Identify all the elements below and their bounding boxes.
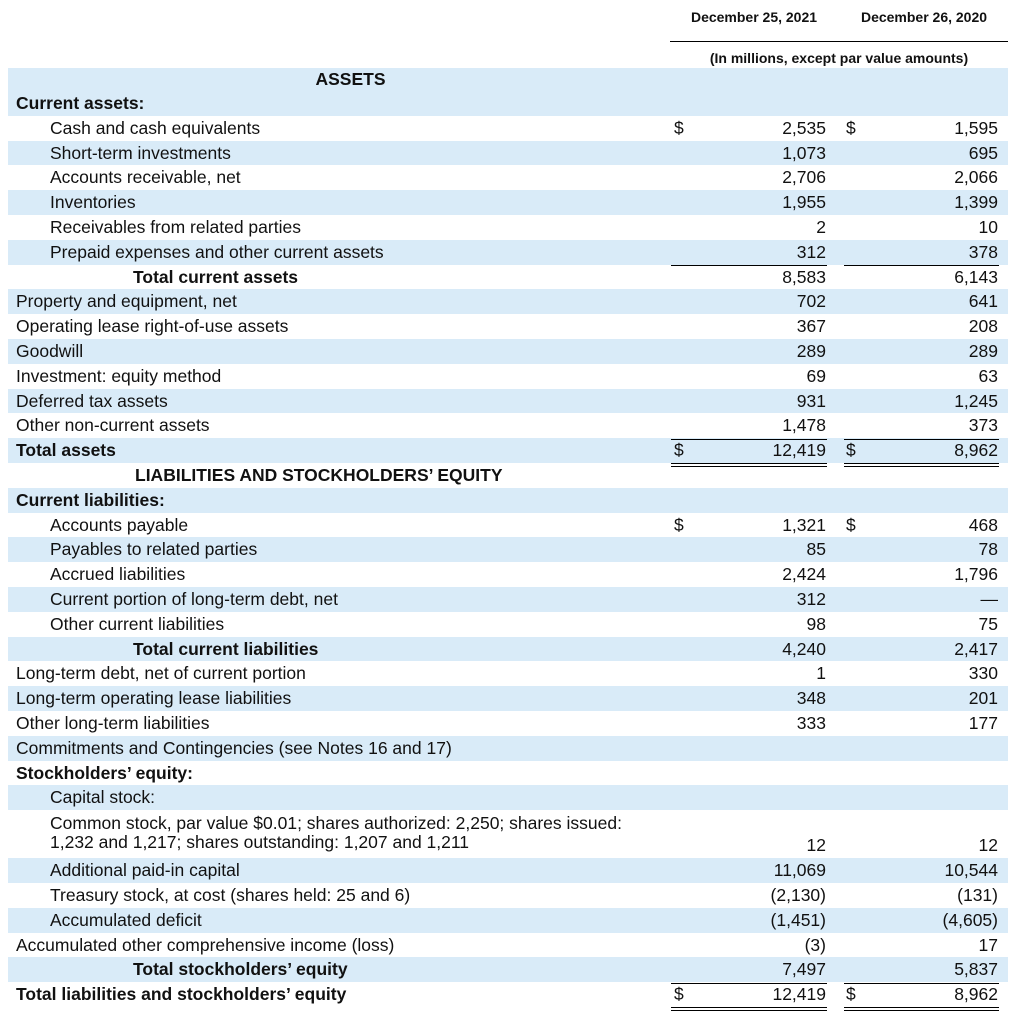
row-label: Receivables from related parties <box>50 216 301 237</box>
value-2021: (3) <box>804 934 826 955</box>
value-2021: 7,497 <box>782 959 826 980</box>
row-label: Accounts payable <box>50 514 189 535</box>
value-2021: 312 <box>796 241 826 262</box>
value-2021: (2,130) <box>770 884 826 905</box>
value-2020: 289 <box>968 340 998 361</box>
value-2021: 1 <box>816 663 826 684</box>
row-label: Total stockholders’ equity <box>133 959 348 980</box>
value-2021: 98 <box>806 613 826 634</box>
assets-heading: ASSETS <box>315 69 386 89</box>
row-label: Additional paid-in capital <box>50 860 240 881</box>
row-label: Deferred tax assets <box>16 390 168 411</box>
value-2020: 1,399 <box>954 192 998 213</box>
value-2021: 12 <box>806 835 826 856</box>
value-2020: 330 <box>968 663 998 684</box>
table-row <box>8 438 1008 463</box>
table-row <box>8 982 1008 1007</box>
row-label: Inventories <box>50 192 136 213</box>
value-2020: 468 <box>968 514 998 535</box>
row-label: Prepaid expenses and other current assets <box>50 241 384 262</box>
row-label: Other current liabilities <box>50 613 225 634</box>
table-row <box>8 265 1008 290</box>
value-2020: 641 <box>968 291 998 312</box>
table-row <box>8 513 1008 538</box>
table-row <box>8 537 1008 562</box>
total-top-rule <box>844 983 999 984</box>
row-label: Current portion of long-term debt, net <box>50 588 338 609</box>
header-rule <box>670 41 1008 42</box>
value-2021: 1,478 <box>782 415 826 436</box>
value-2021: 12,419 <box>772 440 826 461</box>
table-row <box>8 612 1008 637</box>
currency-symbol: $ <box>674 984 684 1005</box>
table-row <box>8 314 1008 339</box>
value-2020: 6,143 <box>954 266 998 287</box>
table-row <box>8 339 1008 364</box>
value-2020: 63 <box>978 365 998 386</box>
value-2020: 1,245 <box>954 390 998 411</box>
value-2020: 2,417 <box>954 638 998 659</box>
table-row <box>8 883 1008 908</box>
currency-symbol: $ <box>846 440 856 461</box>
value-2020: 78 <box>978 539 998 560</box>
row-label: Cash and cash equivalents <box>50 117 261 138</box>
value-2021: 312 <box>796 588 826 609</box>
table-row <box>8 240 1008 265</box>
row-label: Total current liabilities <box>133 638 319 659</box>
column-header-2021: December 25, 2021 <box>690 9 818 25</box>
row-label: Total assets <box>16 440 116 461</box>
row-label: Short-term investments <box>50 142 231 163</box>
value-2021: 12,419 <box>772 984 826 1005</box>
total-top-rule <box>671 439 827 440</box>
value-2020: 201 <box>968 688 998 709</box>
row-label: Other long-term liabilities <box>16 712 210 733</box>
value-2021: 1,073 <box>782 142 826 163</box>
value-2020: — <box>980 588 998 609</box>
table-row <box>8 933 1008 958</box>
row-label: Goodwill <box>16 340 84 361</box>
row-label: LIABILITIES AND STOCKHOLDERS’ EQUITY <box>135 464 503 485</box>
value-2021: 1,955 <box>782 192 826 213</box>
currency-symbol: $ <box>846 984 856 1005</box>
table-row <box>8 637 1008 662</box>
value-2021: 289 <box>796 340 826 361</box>
currency-symbol: $ <box>846 117 856 138</box>
row-label: Other non-current assets <box>16 415 210 436</box>
value-2021: (1,451) <box>770 909 826 930</box>
table-row <box>8 785 1008 810</box>
row-label: Stockholders’ equity: <box>16 762 193 783</box>
value-2021: 2,424 <box>782 564 826 585</box>
value-2020: 10 <box>978 216 998 237</box>
table-row <box>8 413 1008 438</box>
currency-symbol: $ <box>846 514 856 535</box>
value-2020: 1,796 <box>954 564 998 585</box>
value-2020: 373 <box>968 415 998 436</box>
value-2021: 11,069 <box>773 860 826 881</box>
row-label: Commitments and Contingencies (see Notes 16 and 17) <box>16 737 452 758</box>
table-row <box>8 661 1008 686</box>
table-row <box>8 686 1008 711</box>
row-label: Accounts receivable, net <box>50 167 241 188</box>
table-row <box>8 562 1008 587</box>
row-label: Capital stock: <box>50 787 156 808</box>
value-2020: 5,837 <box>954 959 998 980</box>
row-label: Accumulated other comprehensive income (loss) <box>16 934 395 955</box>
value-2020: 695 <box>968 142 998 163</box>
value-2020: 208 <box>968 316 998 337</box>
row-label: Long-term debt, net of current portion <box>16 663 306 684</box>
value-2021: 702 <box>796 291 826 312</box>
value-2021: 85 <box>806 539 826 560</box>
table-row <box>8 190 1008 215</box>
value-2020: 1,595 <box>954 117 998 138</box>
value-2020: (4,605) <box>942 909 998 930</box>
row-label: Payables to related parties <box>50 539 258 560</box>
value-2021: 2,535 <box>782 117 826 138</box>
value-2020: (131) <box>957 884 998 905</box>
value-2020: 2,066 <box>954 167 998 188</box>
table-row <box>8 91 1008 116</box>
total-top-rule <box>844 439 999 440</box>
table-row <box>8 141 1008 166</box>
currency-symbol: $ <box>674 117 684 138</box>
row-label: Common stock, par value $0.01; shares authorized: 2,250; shares issued: 1,232 and 1,217; shares outstanding: 1,207 and 1,211 <box>50 813 622 853</box>
value-2021: 1,321 <box>782 514 826 535</box>
table-row <box>8 364 1008 389</box>
double-underline <box>844 1007 999 1011</box>
table-row <box>8 908 1008 933</box>
row-label: Current liabilities: <box>16 489 165 510</box>
double-underline <box>671 1007 827 1011</box>
value-2021: 333 <box>796 712 826 733</box>
total-top-rule <box>671 983 827 984</box>
value-2021: 348 <box>796 688 826 709</box>
table-row <box>8 389 1008 414</box>
row-label: Treasury stock, at cost (shares held: 25 and 6) <box>50 884 411 905</box>
row-label: Total liabilities and stockholders’ equity <box>16 984 347 1005</box>
currency-symbol: $ <box>674 440 684 461</box>
value-2020: 378 <box>968 241 998 262</box>
units-note: (In millions, except par value amounts) <box>709 50 969 66</box>
value-2020: 10,544 <box>944 860 998 881</box>
table-row <box>8 957 1008 982</box>
value-2021: 8,583 <box>782 266 826 287</box>
table-row <box>8 116 1008 141</box>
table-row <box>8 587 1008 612</box>
balance-sheet-rows <box>8 91 1008 1007</box>
table-row <box>8 761 1008 786</box>
table-row <box>8 488 1008 513</box>
row-label: Investment: equity method <box>16 365 222 386</box>
table-row <box>8 858 1008 883</box>
row-label: Operating lease right-of-use assets <box>16 316 289 337</box>
value-2021: 69 <box>806 365 826 386</box>
row-label: Accumulated deficit <box>50 909 202 930</box>
value-2021: 931 <box>796 390 826 411</box>
table-row <box>8 165 1008 190</box>
value-2021: 2 <box>816 216 826 237</box>
table-row <box>8 215 1008 240</box>
row-label: Long-term operating lease liabilities <box>16 688 292 709</box>
value-2021: 2,706 <box>782 167 826 188</box>
table-row <box>8 810 1008 858</box>
row-label: Total current assets <box>133 266 299 287</box>
table-row <box>8 463 1008 488</box>
table-row <box>8 711 1008 736</box>
value-2020: 8,962 <box>954 440 998 461</box>
row-label: Property and equipment, net <box>16 291 237 312</box>
value-2020: 177 <box>968 712 998 733</box>
value-2020: 8,962 <box>954 984 998 1005</box>
table-row <box>8 289 1008 314</box>
currency-symbol: $ <box>674 514 684 535</box>
column-header-2020: December 26, 2020 <box>860 9 988 25</box>
value-2020: 12 <box>978 835 998 856</box>
value-2021: 367 <box>796 316 826 337</box>
row-label: Accrued liabilities <box>50 564 186 585</box>
value-2020: 75 <box>978 613 998 634</box>
value-2020: 17 <box>978 934 998 955</box>
table-row <box>8 736 1008 761</box>
value-2021: 4,240 <box>782 638 826 659</box>
row-label: Current assets: <box>16 93 145 113</box>
